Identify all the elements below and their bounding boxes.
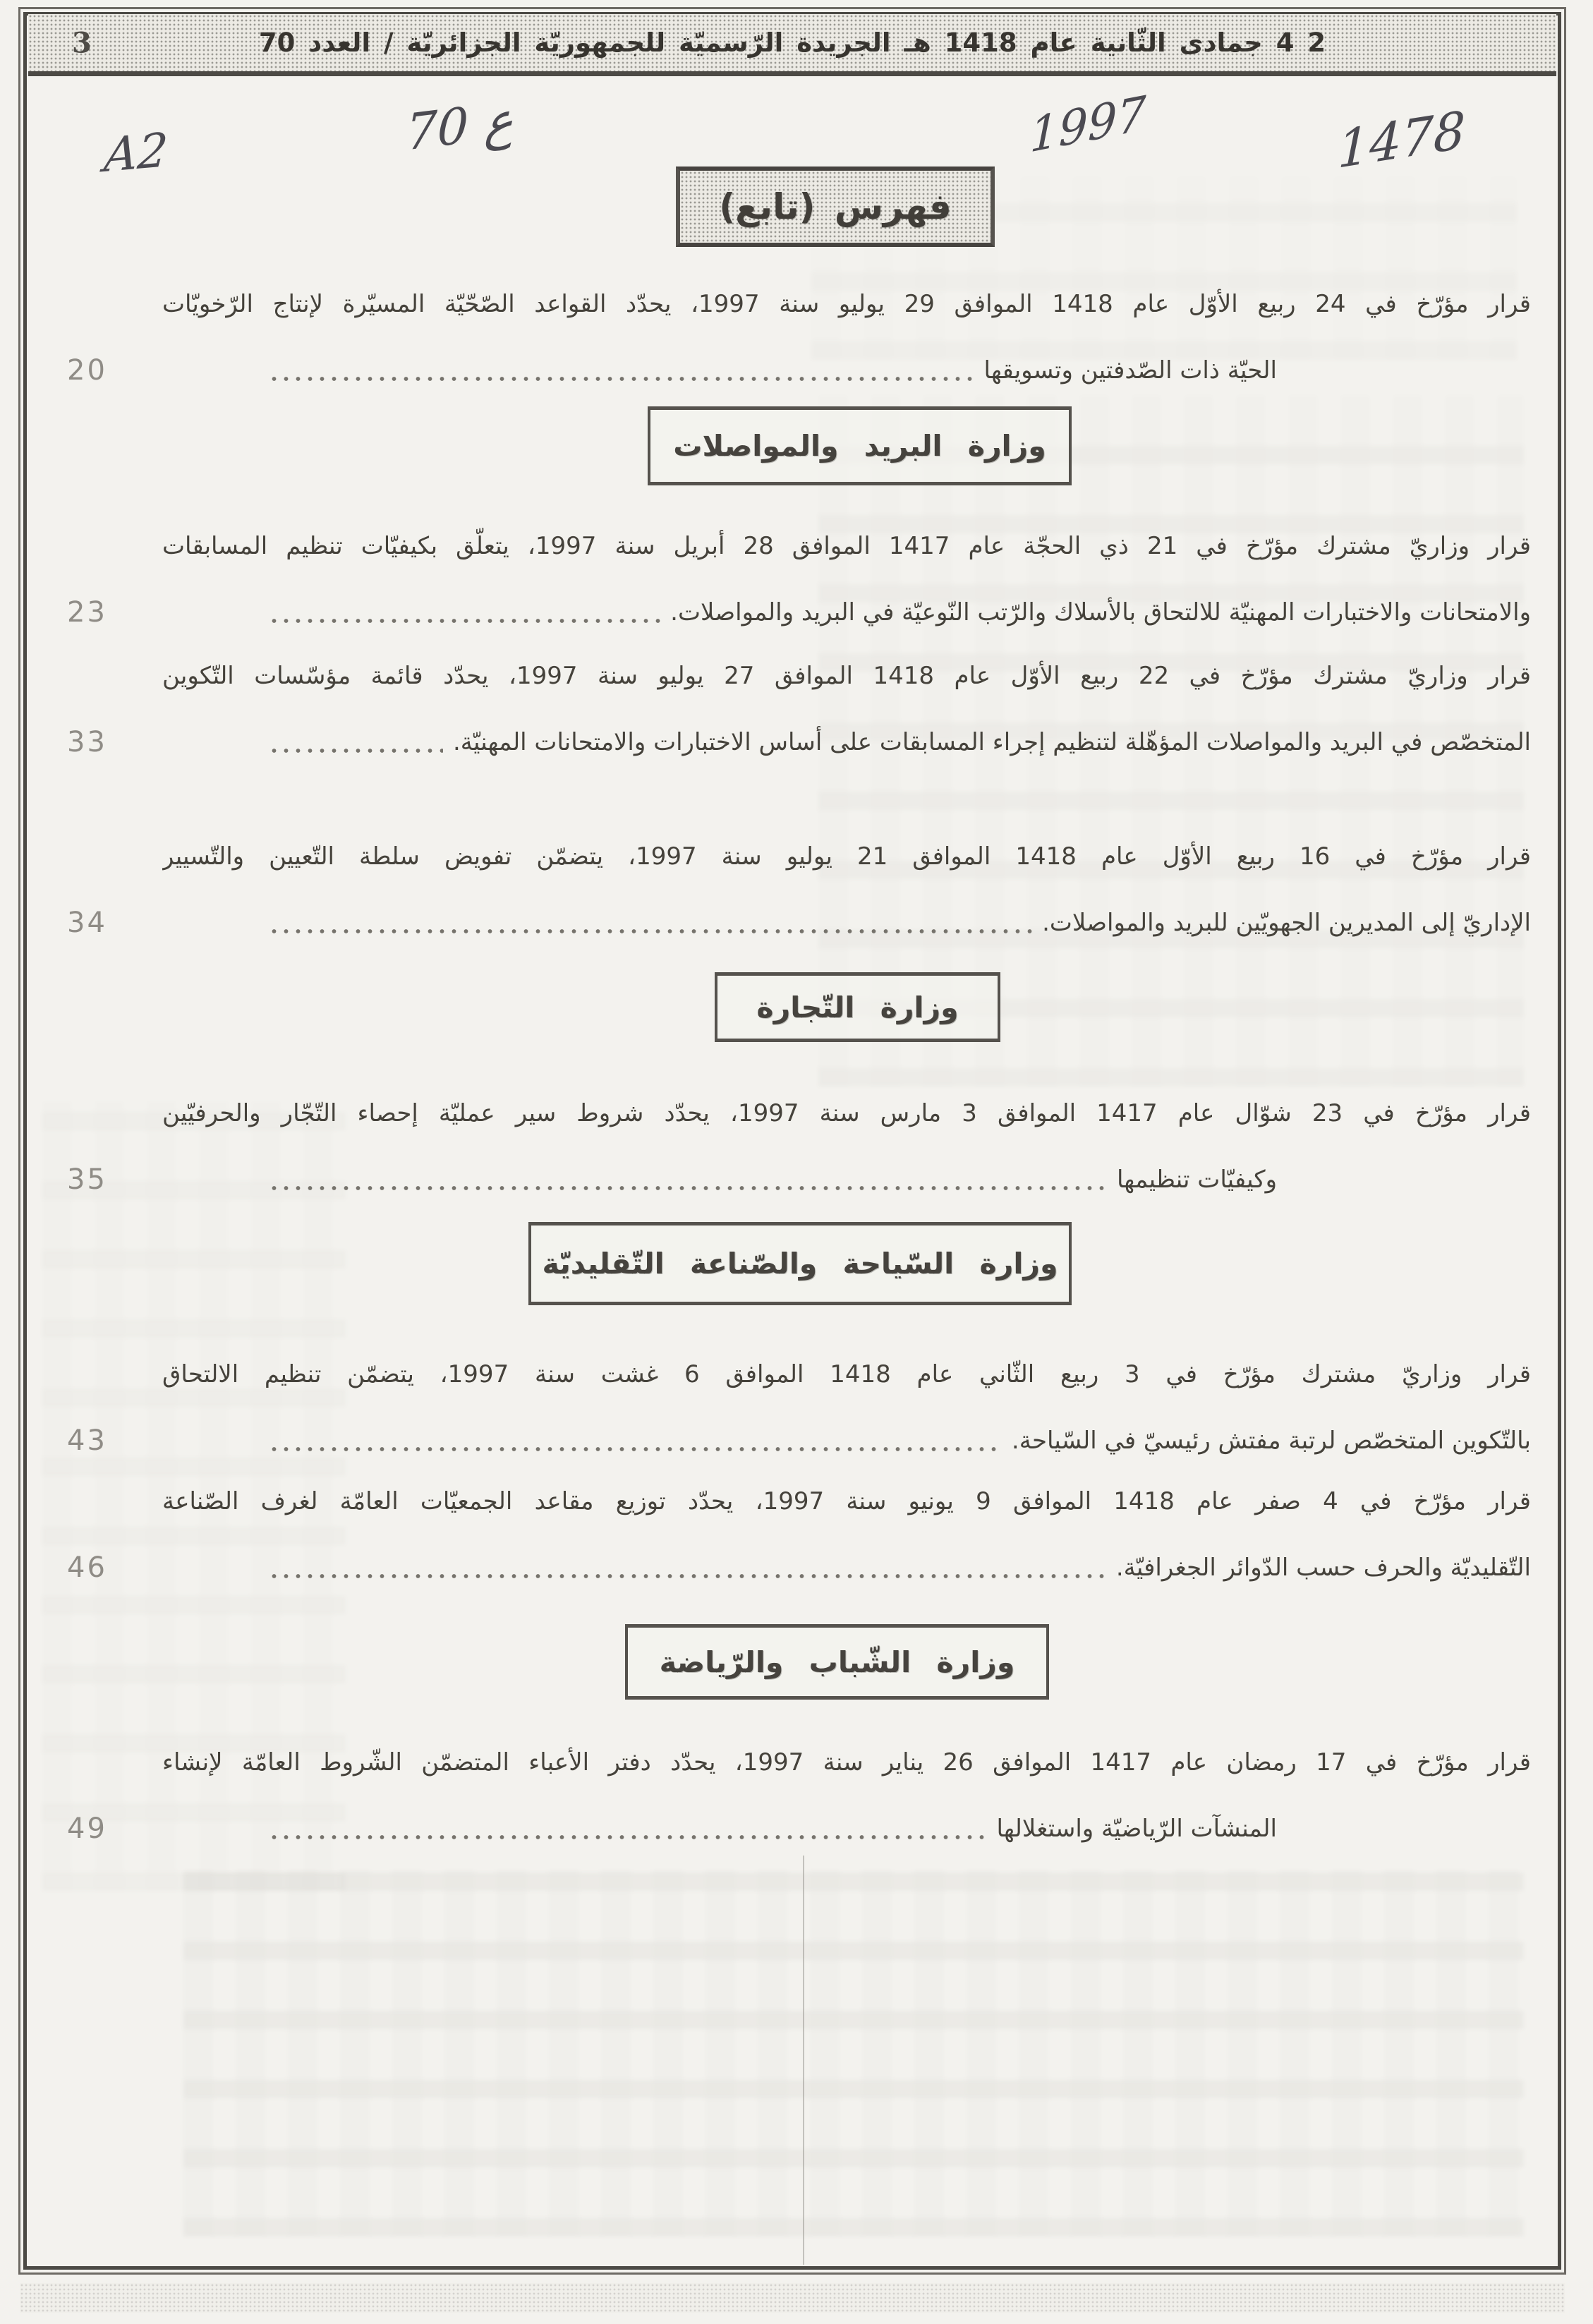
handwritten-annotation-number: 1478 bbox=[1337, 99, 1466, 180]
entry-page-number: 43 bbox=[67, 1424, 107, 1457]
toc-entry bbox=[67, 658, 1531, 777]
bleed-through-area bbox=[183, 1870, 1524, 2237]
entry-text-line1: قرار مؤرّخ في 24 ربيع الأوّل عام 1418 الموافق 29 يوليو سنة 1997، يحدّد القواعد الصّحّيّة المسيّرة لإنتاج الرّخويّات bbox=[162, 290, 1531, 318]
entry-text-line2: الإداريّ إلى المديرين الجهويّين للبريد والمواصلات. bbox=[1042, 909, 1531, 937]
dot-leader bbox=[268, 1421, 1002, 1460]
toc-entry bbox=[67, 1744, 1531, 1864]
toc-entry bbox=[67, 1356, 1531, 1476]
dot-leader bbox=[268, 1548, 1106, 1587]
toc-entry bbox=[67, 1483, 1531, 1603]
entry-text-line2: والامتحانات والاختبارات المهنيّة للالتحاق بالأسلاك والرّتب النّوعيّة في البريد والمواصلات. bbox=[670, 598, 1531, 627]
entry-page-number: 20 bbox=[67, 354, 107, 387]
entry-text-line2: المتخصّص في البريد والمواصلات المؤهّلة لتنظيم إجراء المسابقات على أساس الاختبارات والامتحانات المهنيّة. bbox=[452, 728, 1531, 756]
ministry-section-box bbox=[625, 1624, 1049, 1700]
ministry-section-box bbox=[528, 1222, 1072, 1305]
dot-leader bbox=[268, 1160, 1107, 1199]
index-title-box bbox=[676, 167, 995, 247]
dot-leader bbox=[268, 1809, 987, 1848]
header-page-number: 3 bbox=[72, 26, 92, 59]
entry-page-number: 33 bbox=[67, 726, 107, 758]
toc-entry bbox=[67, 286, 1531, 406]
index-title: فهرس (تابع) bbox=[719, 186, 952, 227]
dot-leader bbox=[268, 722, 443, 762]
entry-text-line1: قرار وزاريّ مشترك مؤرّخ في 21 ذي الحجّة عام 1417 الموافق 28 أبريل سنة 1997، يتعلّق بكيفيّات تنظيم المسابقات bbox=[162, 532, 1531, 560]
section-title: وزارة التّجارة bbox=[756, 990, 959, 1024]
handwritten-annotation-a2: A2 bbox=[102, 122, 170, 183]
handwritten-annotation-year: 1997 bbox=[1029, 85, 1147, 164]
ministry-section-box bbox=[715, 972, 1000, 1042]
header-title: 2 4 جمادى الثّانية عام 1418 هـ الجريدة الرّسميّة للجمهوريّة الجزائريّة / العدد 70 bbox=[258, 28, 1326, 58]
entry-text-line2: المنشآت الرّياضيّة واستغلالها bbox=[996, 1815, 1277, 1843]
entry-page-number: 35 bbox=[67, 1163, 107, 1196]
dot-leader bbox=[268, 351, 974, 390]
entry-text-line1: قرار وزاريّ مشترك مؤرّخ في 3 ربيع الثّاني عام 1418 الموافق 6 غشت سنة 1997، يتضمّن تنظيم الالتحاق bbox=[162, 1360, 1531, 1388]
entry-text-line2: التّقليديّة والحرف حسب الدّوائر الجغرافيّة. bbox=[1115, 1554, 1531, 1582]
entry-text-line2: وكيفيّات تنظيمها bbox=[1116, 1166, 1277, 1194]
entry-text-line1: قرار مؤرّخ في 16 ربيع الأوّل عام 1418 الموافق 21 يوليو سنة 1997، يتضمّن تفويض سلطة التّعيين والتّسيير bbox=[162, 842, 1531, 871]
toc-entry bbox=[67, 1095, 1531, 1215]
dot-leader bbox=[268, 903, 1032, 943]
entry-page-number: 34 bbox=[67, 907, 107, 939]
entry-text-line2: الحيّة ذات الصّدفتين وتسويقها bbox=[983, 356, 1277, 385]
section-title: وزارة السّياحة والصّناعة التّقليديّة bbox=[542, 1247, 1058, 1281]
handwritten-annotation-issue: 70 ع bbox=[405, 90, 514, 162]
section-title: وزارة البريد والمواصلات bbox=[673, 429, 1046, 463]
entry-page-number: 46 bbox=[67, 1551, 107, 1584]
entry-page-number: 49 bbox=[67, 1812, 107, 1845]
bottom-halftone-strip bbox=[20, 2283, 1565, 2313]
ministry-section-box bbox=[648, 406, 1072, 485]
entry-text-line1: قرار مؤرّخ في 4 صفر عام 1418 الموافق 9 يونيو سنة 1997، يحدّد توزيع مقاعد الجمعيّات العامّة لغرف الصّناعة bbox=[162, 1487, 1531, 1515]
entry-page-number: 23 bbox=[67, 596, 107, 629]
dot-leader bbox=[268, 593, 660, 632]
entry-text-line2: بالتّكوين المتخصّص لرتبة مفتش رئيسيّ في السّياحة. bbox=[1011, 1427, 1531, 1455]
entry-text-line1: قرار مؤرّخ في 23 شوّال عام 1417 الموافق 3 مارس سنة 1997، يحدّد شروط سير عمليّة إحصاء التّجّار والحرفيّين bbox=[162, 1099, 1531, 1127]
header-band bbox=[28, 14, 1556, 76]
entry-text-line1: قرار وزاريّ مشترك مؤرّخ في 22 ربيع الأوّل عام 1418 الموافق 27 يوليو سنة 1997، يحدّد قائمة مؤسّسات التّكوين bbox=[162, 662, 1531, 690]
entry-text-line1: قرار مؤرّخ في 17 رمضان عام 1417 الموافق 26 يناير سنة 1997، يحدّد دفتر الأعباء المتضمّن الشّروط العامّة لإنشاء bbox=[162, 1748, 1531, 1777]
toc-entry bbox=[67, 528, 1531, 648]
toc-entry bbox=[67, 838, 1531, 958]
section-title: وزارة الشّباب والرّياضة bbox=[659, 1645, 1015, 1679]
bleed-through-column-line bbox=[803, 1856, 804, 2265]
